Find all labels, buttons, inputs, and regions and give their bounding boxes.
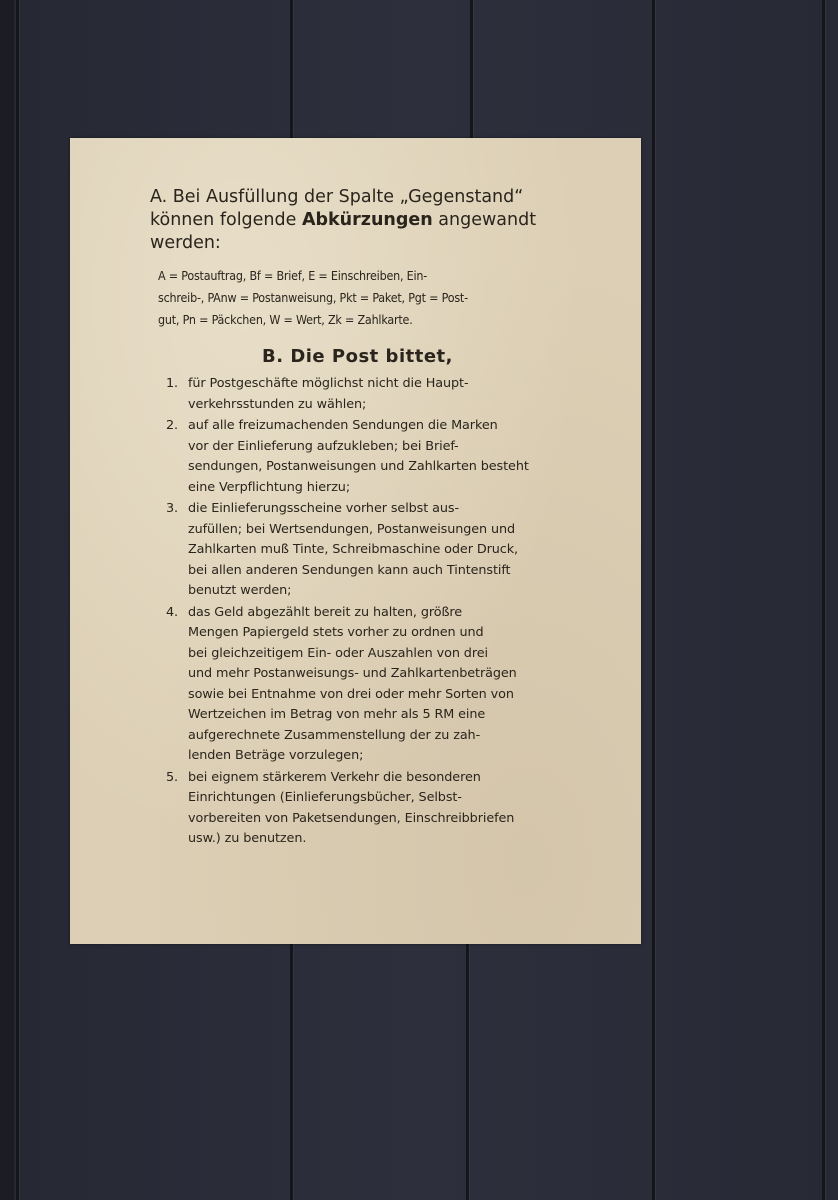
- page-edge: [0, 0, 14, 1200]
- strip-divider: [822, 0, 825, 1200]
- section-a-heading-line1: A. Bei Ausfüllung der Spalte „Gegenstand“: [150, 187, 524, 207]
- strip-divider: [290, 0, 293, 140]
- item-line: sowie bei Entnahme von drei oder mehr Sorten von: [188, 686, 514, 702]
- heading-text: können folgende: [150, 210, 302, 230]
- section-a-heading-line3: werden:: [150, 233, 221, 253]
- item-number: 2.: [166, 418, 179, 433]
- item-line: usw.) zu benutzen.: [188, 831, 307, 846]
- strip-divider: [652, 0, 655, 1200]
- item-line: auf alle freizumachenden Sendungen die Marken: [188, 418, 498, 433]
- item-line: lenden Beträge vorzulegen;: [188, 748, 364, 763]
- strip-divider: [470, 0, 473, 140]
- item-line: eine Verpflichtung hierzu;: [188, 479, 351, 495]
- item-line: vorbereiten von Paketsendungen, Einschreibbriefen: [188, 810, 515, 826]
- item-line: vor der Einlieferung aufzukleben; bei Brief-: [188, 438, 459, 454]
- section-a-heading: [150, 186, 590, 255]
- item-line: sendungen, Postanweisungen und Zahlkarten besteht: [188, 459, 529, 474]
- request-item: [166, 499, 572, 602]
- request-item: [166, 374, 572, 415]
- item-number: 5.: [166, 769, 179, 785]
- strip-divider: [16, 0, 19, 1200]
- item-line: bei eignem stärkerem Verkehr die besonderen: [188, 769, 481, 785]
- abbreviation-line: gut, Pn = Päckchen, W = Wert, Zk = Zahlkarte.: [158, 312, 413, 327]
- request-item: [166, 416, 572, 498]
- item-line: und mehr Postanweisungs- und Zahlkartenbeträgen: [188, 666, 517, 681]
- abbreviation-list: [158, 265, 538, 331]
- item-line: aufgerechnete Zusammenstellung der zu zah-: [188, 727, 481, 743]
- strip-divider: [466, 944, 469, 1200]
- request-item: [166, 768, 572, 850]
- abbreviation-line: A = Postauftrag, Bf = Brief, E = Einschreiben, Ein-: [158, 268, 428, 283]
- item-number: 1.: [166, 376, 179, 391]
- item-line: bei allen anderen Sendungen kann auch Tintenstift: [188, 562, 511, 578]
- item-line: Zahlkarten muß Tinte, Schreibmaschine oder Druck,: [188, 542, 518, 557]
- item-line: Mengen Papiergeld stets vorher zu ordnen und: [188, 625, 484, 640]
- item-line: verkehrsstunden zu wählen;: [188, 396, 367, 412]
- item-line: Wertzeichen im Betrag von mehr als 5 RM eine: [188, 707, 486, 722]
- item-line: Einrichtungen (Einlieferungsbücher, Selbst-: [188, 790, 462, 805]
- item-number: 4.: [166, 604, 179, 620]
- abbreviation-line: schreib-, PAnw = Postanweisung, Pkt = Paket, Pgt = Post-: [158, 290, 468, 305]
- item-line: die Einlieferungsscheine vorher selbst aus-: [188, 501, 459, 516]
- heading-text: angewandt: [432, 210, 537, 230]
- item-line: zufüllen; bei Wertsendungen, Postanweisungen und: [188, 521, 516, 537]
- postal-info-card: [70, 138, 641, 944]
- request-list: [166, 374, 572, 851]
- strip-divider: [290, 944, 293, 1200]
- item-line: bei gleichzeitigem Ein- oder Auszahlen von drei: [188, 645, 488, 661]
- section-a-heading-line2: [150, 209, 590, 232]
- item-line: das Geld abgezählt bereit zu halten, größre: [188, 604, 463, 620]
- item-line: benutzt werden;: [188, 583, 292, 598]
- item-number: 3.: [166, 501, 179, 516]
- section-b-heading: B. Die Post bittet,: [262, 346, 453, 367]
- heading-bold-text: Abkürzungen: [301, 210, 433, 230]
- request-item: [166, 603, 572, 767]
- item-line: für Postgeschäfte möglichst nicht die Haupt-: [188, 376, 469, 391]
